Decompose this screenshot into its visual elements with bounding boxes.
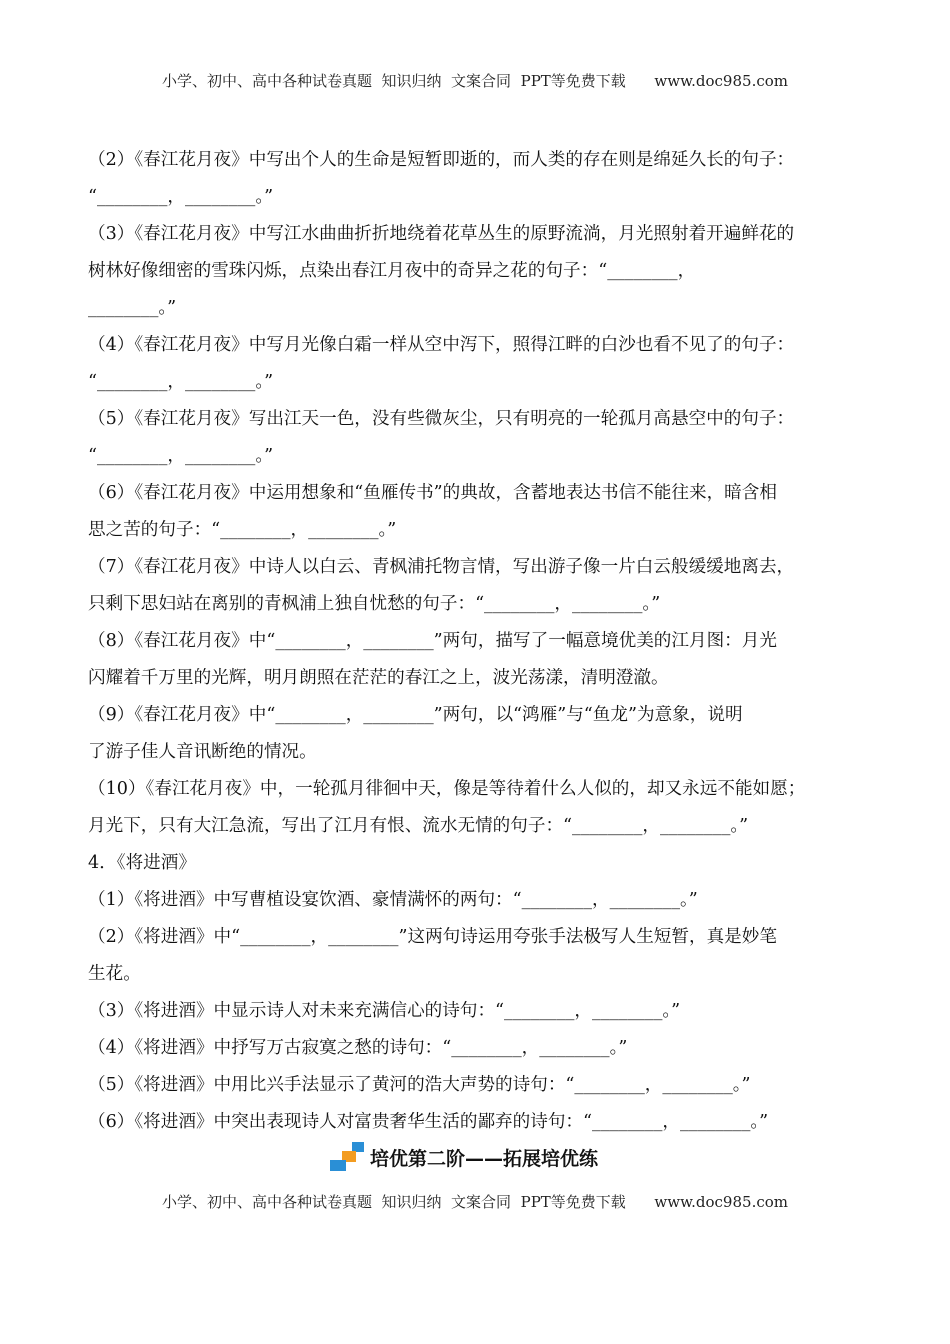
- question-3: [88, 216, 863, 327]
- question-line: （2）《春江花月夜》中写出个人的生命是短暂即逝的，而人类的存在则是绵延久长的句子：: [88, 150, 795, 170]
- section4-question-5: [88, 1067, 863, 1104]
- question-5: [88, 401, 863, 475]
- section-heading: 4．《将进酒》: [88, 853, 196, 873]
- question-4: [88, 327, 863, 401]
- section-banner: [330, 1140, 650, 1176]
- question-line: 思之苦的句子：“________，________。”: [88, 520, 397, 540]
- question-line: （6）《春江花月夜》中运用想象和“鱼雁传书”的典故，含蓄地表达书信不能往来，暗含相: [88, 483, 777, 503]
- question-line: ________。”: [88, 298, 177, 318]
- page-header: 小学、初中、高中各种试卷真题 知识归纳 文案合同 PPT等免费下载 www.doc985.com: [161, 72, 788, 90]
- question-line: “________，________。”: [88, 446, 274, 466]
- section4-question-4: [88, 1030, 863, 1067]
- question-line: “________，________。”: [88, 187, 274, 207]
- question-line: （5）《将进酒》中用比兴手法显示了黄河的浩大声势的诗句：“________，________。”: [88, 1075, 751, 1095]
- question-7: [88, 549, 863, 623]
- section4-question-6: [88, 1104, 863, 1141]
- question-list: [88, 142, 863, 1141]
- question-line: 了游子佳人音讯断绝的情况。: [88, 742, 317, 762]
- question-line: 月光下，只有大江急流，写出了江月有恨、流水无情的句子：“________，________。”: [88, 816, 749, 836]
- question-line: （3）《春江花月夜》中写江水曲曲折折地绕着花草丛生的原野流淌，月光照射着开遍鲜花的: [88, 224, 795, 244]
- question-2: [88, 142, 863, 216]
- question-line: （7）《春江花月夜》中诗人以白云、青枫浦托物言情，写出游子像一片白云般缓缓地离去，: [88, 557, 795, 577]
- question-line: （4）《春江花月夜》中写月光像白霜一样从空中泻下，照得江畔的白沙也看不见了的句子：: [88, 335, 795, 355]
- question-line: “________，________。”: [88, 372, 274, 392]
- question-line: 生花。: [88, 964, 141, 984]
- section4-question-2: [88, 919, 863, 993]
- question-line: （6）《将进酒》中突出表现诗人对富贵奢华生活的鄙弃的诗句：“________，________。”: [88, 1112, 769, 1132]
- question-line: （5）《春江花月夜》写出江天一色，没有些微灰尘，只有明亮的一轮孤月高悬空中的句子：: [88, 409, 795, 429]
- section4-question-3: [88, 993, 863, 1030]
- question-line: （8）《春江花月夜》中“________，________”两句，描写了一幅意境优美的江月图：月光: [88, 631, 777, 651]
- question-line: 闪耀着千万里的光辉，明月朗照在茫茫的春江之上，波光荡漾，清明澄澈。: [88, 668, 669, 688]
- question-line: （1）《将进酒》中写曹植设宴饮酒、豪情满怀的两句：“________，________。”: [88, 890, 698, 910]
- page-footer: 小学、初中、高中各种试卷真题 知识归纳 文案合同 PPT等免费下载 www.doc985.com: [161, 1193, 788, 1211]
- question-line: 树林好像细密的雪珠闪烁，点染出春江月夜中的奇异之花的句子：“________，: [88, 261, 696, 281]
- question-line: （4）《将进酒》中抒写万古寂寞之愁的诗句：“________，________。”: [88, 1038, 628, 1058]
- question-8: [88, 623, 863, 697]
- question-line: 只剩下思妇站在离别的青枫浦上独自忧愁的句子：“________，________。”: [88, 594, 661, 614]
- question-line: （9）《春江花月夜》中“________，________”两句，以“鸿雁”与“鱼龙”为意象，说明: [88, 705, 743, 725]
- question-6: [88, 475, 863, 549]
- stairs-logo-icon: [330, 1142, 366, 1172]
- banner-title: 培优第二阶——拓展培优练: [370, 1148, 599, 1170]
- question-10: [88, 771, 863, 845]
- question-line: （3）《将进酒》中显示诗人对未来充满信心的诗句：“________，________。”: [88, 1001, 681, 1021]
- question-9: [88, 697, 863, 771]
- question-line: （10）《春江花月夜》中，一轮孤月徘徊中天，像是等待着什么人似的，却又永远不能如愿；: [88, 779, 806, 799]
- section4-question-1: [88, 882, 863, 919]
- question-line: （2）《将进酒》中“________，________”这两句诗运用夸张手法极写人生短暂，真是妙笔: [88, 927, 777, 947]
